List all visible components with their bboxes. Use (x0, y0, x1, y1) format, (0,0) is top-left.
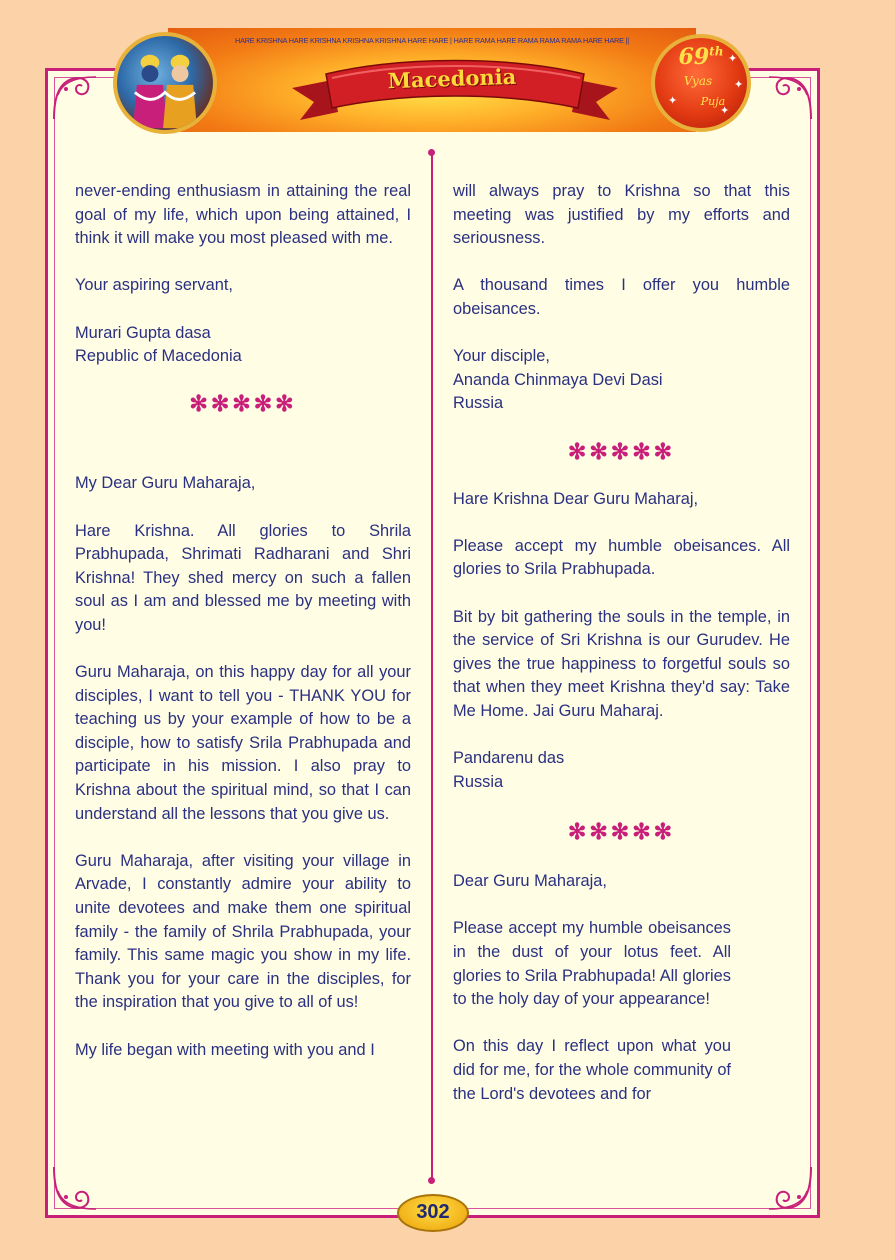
salutation: Hare Krishna Dear Guru Maharaj, (453, 489, 699, 508)
signature-place: Russia (453, 394, 504, 413)
column-divider (431, 152, 433, 1180)
paragraph: will always pray to Krishna so that this meeting was justified by my efforts and seriousness. (453, 182, 790, 248)
corner-ornament-icon (767, 1165, 813, 1211)
deity-medallion (113, 32, 217, 134)
signature-closing: Your disciple, (453, 347, 550, 366)
signature-place: Russia (453, 772, 504, 791)
paragraph: never-ending enthusiasm in attaining the real goal of my life, which upon being attained, I think it will make you most pleased with me. (75, 182, 411, 248)
salutation: Dear Guru Maharaja, (453, 872, 607, 891)
sparkle-icon: ✦ (728, 52, 738, 65)
divider-dot-top-icon (428, 149, 435, 156)
deity-image-icon (117, 36, 213, 130)
signature-name: Murari Gupta dasa (75, 323, 211, 342)
left-column (75, 180, 411, 1086)
signature-block (75, 322, 411, 369)
paragraph: Hare Krishna. All glories to Shrila Prabhupada, Shrimati Radharani and Shri Krishna! They shed mercy on such a fallen soul as I am and blessed me by meeting with you! (75, 521, 411, 634)
badge-puja-label: Puja (700, 95, 726, 108)
separator-stars-icon: ✻✻✻✻✻ (189, 391, 297, 417)
signature-block (453, 747, 790, 794)
sparkle-icon: ✦ (720, 104, 730, 117)
salutation: My Dear Guru Maharaja, (75, 474, 256, 493)
paragraph: Please accept my humble obeisances. All glories to Srila Prabhupada. (453, 536, 790, 579)
signature-block (453, 345, 790, 416)
paragraph: A thousand times I offer you humble obeisances. (453, 276, 790, 318)
corner-ornament-icon (767, 75, 813, 121)
closing: Your aspiring servant, (75, 276, 233, 295)
divider-dot-bottom-icon (428, 1177, 435, 1184)
paragraph: My life began with meeting with you and I (75, 1040, 375, 1059)
signature-name: Ananda Chinmaya Devi Dasi (453, 370, 663, 389)
mantra-text: HARE KRISHNA HARE KRISHNA KRISHNA KRISHNA HARE HARE | HARE RAMA HARE RAMA RAMA RAMA HARE HARE || (235, 36, 629, 45)
corner-ornament-icon (52, 1165, 98, 1211)
sparkle-icon: ✦ (668, 94, 678, 107)
corner-ornament-icon (52, 75, 98, 121)
paragraph: Guru Maharaja, on this happy day for all your disciples, I want to tell you - THANK YOU for teaching us by your example of how to be a disciple, how to satisfy Srila Prabhupada and participate in his mission. I also pray to Krishna about the spiritual mind, so that I can understand all the lessons that you give us. (75, 663, 411, 823)
paragraph: Please accept my humble obeisances in the dust of your lotus feet. All glories to Srila Prabhupada! All glories to the holy day of your appearance! (453, 919, 731, 1009)
signature-place: Republic of Macedonia (75, 347, 242, 366)
badge-number: 69th (678, 44, 724, 70)
page-number: 302 (416, 1201, 450, 1223)
paragraph: Bit by bit gathering the souls in the temple, in the service of Sri Krishna is our Gurudev. He gives the true happiness to forgetful souls so that when they meet Krishna they'd say: Take Me Home. Jai Guru Maharaj. (453, 607, 790, 720)
country-title: Macedonia (387, 63, 517, 94)
sparkle-icon: ✦ (734, 78, 744, 91)
signature-name: Pandarenu das (453, 749, 565, 768)
right-column (453, 180, 790, 1130)
badge-vyas-label: Vyas (683, 74, 713, 88)
paragraph: Guru Maharaja, after visiting your village in Arvade, I constantly admire your ability to unite devotees and make them one spiritual family - the family of Shrila Prabhupada, your family. This same magic you show in my life. Thank you for your care in the disciples, for the inspiration that you give to all of us! (75, 851, 411, 1012)
paragraph: On this day I reflect upon what you did for me, for the whole community of the Lord's devotees and for (453, 1037, 731, 1103)
separator-stars-icon: ✻✻✻✻✻ (567, 438, 676, 464)
separator-stars-icon: ✻✻✻✻✻ (567, 819, 676, 845)
